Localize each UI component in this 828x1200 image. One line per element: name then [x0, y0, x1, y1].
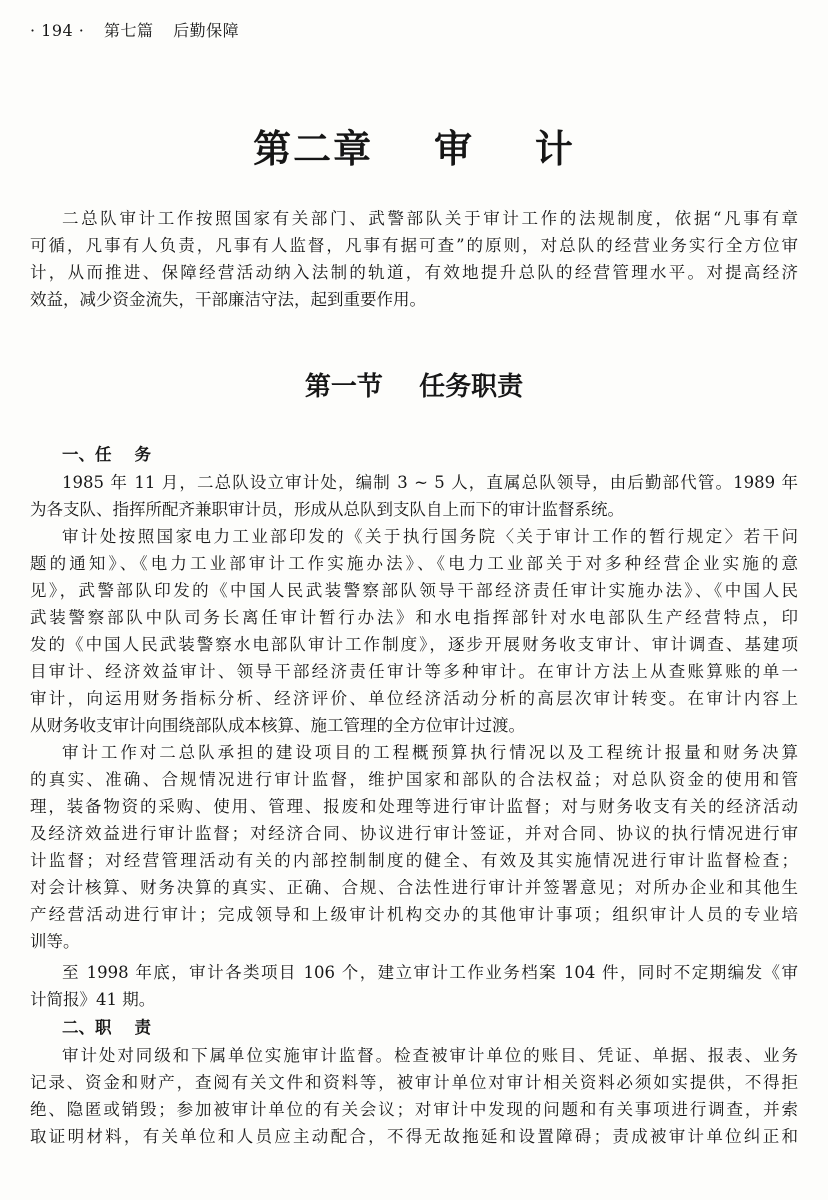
body-line: 目审计、经济效益审计、领导干部经济责任审计等多种审计。在审计方法上从查账算账的单一: [30, 662, 798, 681]
body-line: 对会计核算、财务决算的真实、正确、合规、合法性进行审计并签署意见；对所办企业和其他生: [30, 878, 798, 897]
body-line: 绝、隐匿或销毁；参加被审计单位的有关会议；对审计中发现的问题和有关事项进行调查，并索: [30, 1100, 798, 1119]
chapter-title: 第二章 审 计: [253, 127, 575, 171]
subhead-task: 一、任 务: [62, 445, 151, 464]
body-line: 武装警察部队中队司务长离任审计暂行办法》和水电指挥部针对水电部队生产经营特点，印: [30, 608, 798, 627]
intro-line: 计，从而推进、保障经营活动纳入法制的轨道，有效地提升总队的经营管理水平。对提高经济: [30, 263, 798, 282]
body-line: 至 1998 年底，审计各类项目 106 个，建立审计工作业务档案 104 件，同时不定期编发《审: [62, 963, 798, 982]
body-line: 理，装备物资的采购、使用、管理、报废和处理等进行审计监督；对与财务收支有关的经济活动: [30, 797, 798, 816]
intro-line: 二总队审计工作按照国家有关部门、武警部队关于审计工作的法规制度，依据“凡事有章: [62, 209, 798, 228]
body-line: 取证明材料，有关单位和人员应主动配合，不得无故拖延和设置障碍；责成被审计单位纠正和: [30, 1127, 798, 1146]
body-line: 为各支队、指挥所配齐兼职审计员，形成从总队到支队自上而下的审计监督系统。: [30, 500, 624, 519]
subhead-duty: 二、职 责: [62, 1018, 151, 1037]
body-line: 题的通知》、《电力工业部审计工作实施办法》、《电力工业部关于对多种经营企业实施的意: [30, 554, 798, 573]
body-line: 审计处对同级和下属单位实施审计监督。检查被审计单位的账目、凭证、单据、报表、业务: [62, 1046, 798, 1065]
body-line: 计监督；对经营管理活动有关的内部控制制度的健全、有效及其实施情况进行审计监督检查；: [30, 851, 798, 870]
part-title: 后勤保障: [173, 21, 240, 40]
body-line: 记录、资金和财产，查阅有关文件和资料等，被审计单位对审计相关资料必须如实提供，不得拒: [30, 1073, 798, 1092]
section-title: 第一节 任务职责: [304, 372, 524, 402]
body-line: 训等。: [30, 932, 80, 951]
part-label: 第七篇: [103, 21, 154, 40]
body-line: 发的《中国人民武装警察水电部队审计工作制度》，逐步开展财务收支审计、审计调查、基建项: [30, 635, 798, 654]
intro-line: 可循，凡事有人负责，凡事有人监督，凡事有据可查”的原则，对总队的经营业务实行全方位审: [30, 236, 798, 255]
page-number: · 194 ·: [30, 21, 85, 40]
intro-line: 效益，减少资金流失，干部廉洁守法，起到重要作用。: [30, 290, 426, 309]
body-line: 审计，向运用财务指标分析、经济评价、单位经济活动分析的高层次审计转变。在审计内容上: [30, 689, 798, 708]
body-line: 的真实、准确、合规情况进行审计监督，维护国家和部队的合法权益；对总队资金的使用和管: [30, 770, 798, 789]
body-line: 审计工作对二总队承担的建设项目的工程概预算执行情况以及工程统计报量和财务决算: [62, 743, 798, 762]
body-line: 及经济效益进行审计监督；对经济合同、协议进行审计签证，并对合同、协议的执行情况进行审: [30, 824, 798, 843]
body-line: 1985 年 11 月，二总队设立审计处，编制 3 ~ 5 人，直属总队领导，由后勤部代管。1989 年: [62, 473, 798, 492]
body-line: 计简报》41 期。: [30, 990, 156, 1009]
body-line: 从财务收支审计向围绕部队成本核算、施工管理的全方位审计过渡。: [30, 716, 525, 735]
body-line: 见》，武警部队印发的《中国人民武装警察部队领导干部经济责任审计实施办法》、《中国人民: [30, 581, 798, 600]
body-line: 产经营活动进行审计；完成领导和上级审计机构交办的其他审计事项；组织审计人员的专业培: [30, 905, 798, 924]
running-head: [30, 18, 253, 41]
body-line: 审计处按照国家电力工业部印发的《关于执行国务院〈关于审计工作的暂行规定〉若干问: [62, 527, 798, 546]
